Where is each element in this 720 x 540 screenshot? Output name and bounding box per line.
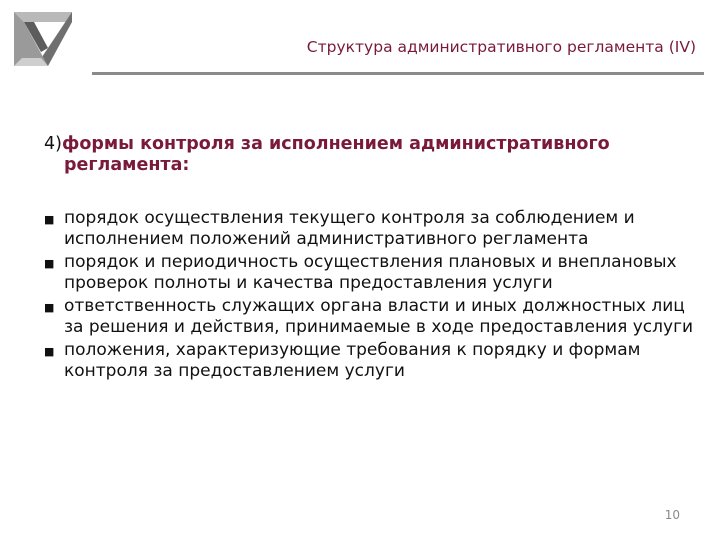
list-item	[44, 208, 694, 250]
list-item-text: порядок и периодичность осуществления плановых и внеплановых проверок полноты и качества предоставления услуги	[64, 252, 677, 293]
square-bullet-icon: ■	[44, 213, 55, 226]
list-item	[44, 340, 694, 382]
square-bullet-icon: ■	[44, 301, 55, 314]
section-heading-text: формы контроля за исполнением административного регламента:	[61, 134, 610, 175]
header-divider	[92, 72, 704, 75]
square-bullet-icon: ■	[44, 345, 55, 358]
list-item-text: порядок осуществления текущего контроля за соблюдением и исполнением положений административного регламента	[64, 208, 635, 249]
list-item-text: ответственность служащих органа власти и иных должностных лиц за решения и действия, принимаемые в ходе предоставления услуги	[64, 296, 694, 337]
list-item	[44, 296, 694, 338]
list-item	[44, 252, 694, 294]
page-number: 10	[664, 508, 680, 522]
bullet-list	[44, 208, 694, 384]
section-heading	[44, 134, 704, 176]
section-number: 4)	[44, 134, 62, 154]
square-bullet-icon: ■	[44, 257, 55, 270]
list-item-text: положения, характеризующие требования к порядку и формам контроля за предоставлением услуги	[64, 340, 641, 381]
impossible-triangle-logo-icon	[8, 8, 78, 72]
slide-title: Структура административного регламента (IV)	[306, 38, 696, 56]
